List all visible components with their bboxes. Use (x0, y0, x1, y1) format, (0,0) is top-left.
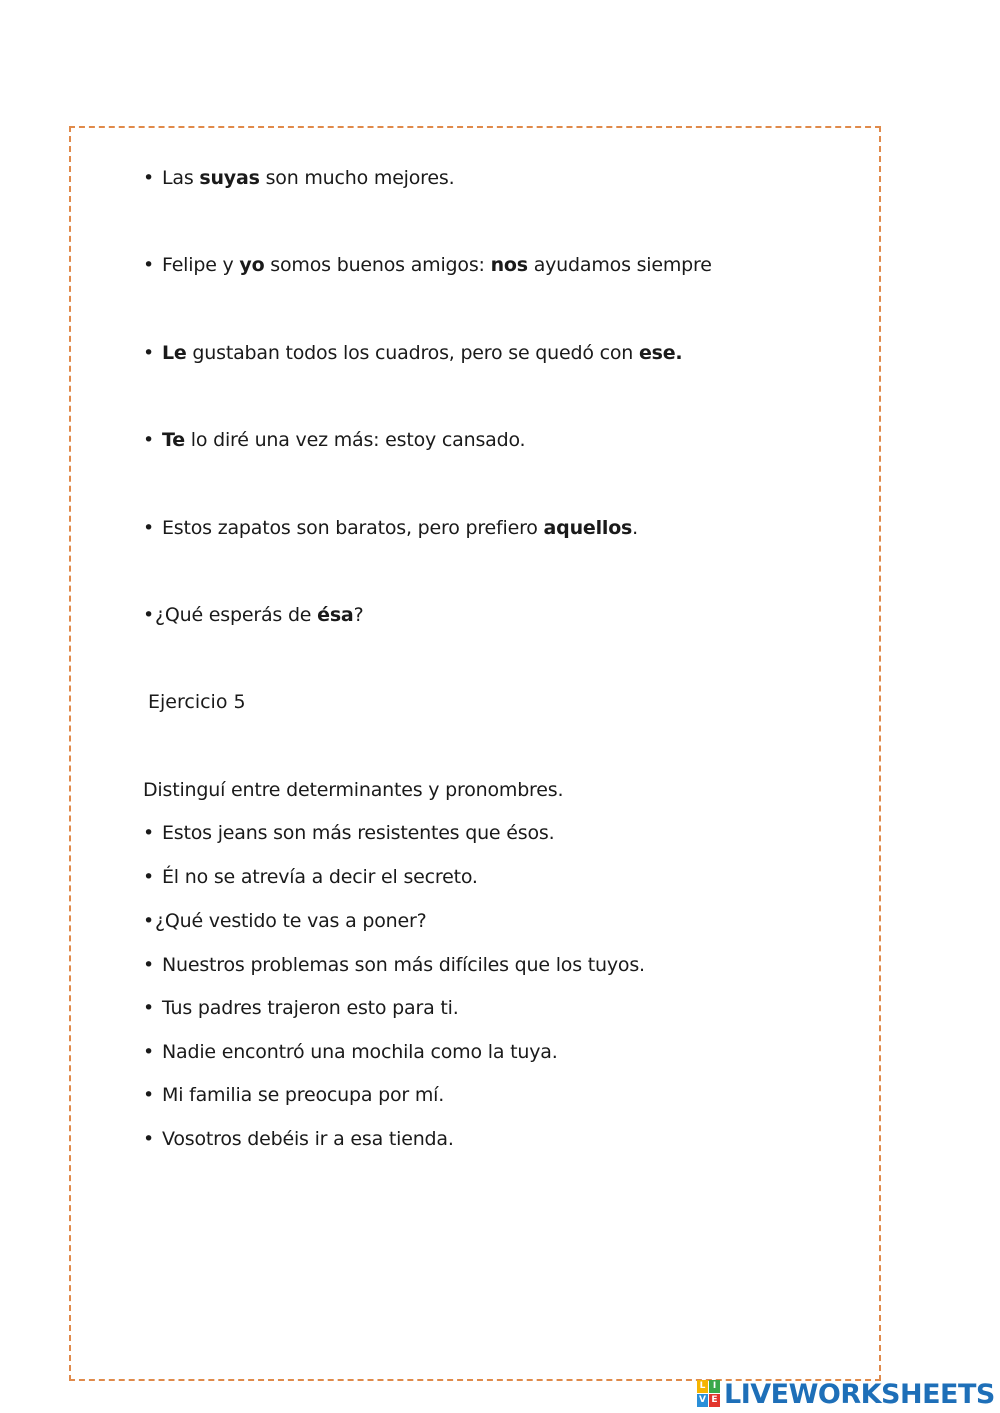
bullet: • (143, 997, 155, 1019)
text: Felipe y (162, 254, 240, 276)
text: lo diré una vez más: estoy cansado. (184, 429, 526, 451)
ex4-item-1 (143, 166, 454, 190)
ex5-item-5 (143, 996, 459, 1020)
bold-word: Le (162, 342, 187, 364)
bullet: • (143, 822, 155, 844)
bullet: • (143, 604, 155, 626)
ex5-item-4 (143, 953, 645, 977)
logo-square: E (709, 1394, 720, 1407)
bullet: • (143, 910, 155, 932)
bullet: • (143, 866, 155, 888)
text: son mucho mejores. (259, 167, 455, 189)
text: gustaban todos los cuadros, pero se quedó con (186, 342, 639, 364)
bullet: • (143, 254, 155, 276)
ex5-item-6 (143, 1040, 558, 1064)
bullet: • (143, 429, 155, 451)
text: somos buenos amigos: (264, 254, 491, 276)
bullet: • (143, 1128, 155, 1150)
logo-text: LIVEWORKSHEETS (724, 1378, 995, 1410)
bullet: • (143, 954, 155, 976)
text: Mi familia se preocupa por mí. (162, 1084, 445, 1106)
bold-word: ésa (317, 604, 354, 626)
text: ¿Qué esperás de (155, 604, 318, 626)
text: Las (162, 167, 200, 189)
logo-square: L (697, 1380, 708, 1393)
worksheet-frame (69, 126, 881, 1381)
bullet: • (143, 167, 155, 189)
ex5-item-2 (143, 865, 478, 889)
bold-word: suyas (199, 167, 260, 189)
text: Él no se atrevía a decir el secreto. (162, 866, 478, 888)
exercise-title: Ejercicio 5 (148, 691, 246, 713)
text: Nadie encontró una mochila como la tuya. (162, 1041, 558, 1063)
bold-word: Te (162, 429, 185, 451)
ex4-item-2 (143, 253, 712, 277)
ex5-item-8 (143, 1127, 454, 1151)
bold-word: nos (490, 254, 528, 276)
bullet: • (143, 1041, 155, 1063)
logo-squares-icon (697, 1380, 721, 1408)
text: Nuestros problemas son más difíciles que los tuyos. (162, 954, 645, 976)
ex5-item-3 (143, 909, 427, 933)
ex4-item-6 (143, 603, 363, 627)
ex4-item-5 (143, 516, 638, 540)
text: Vosotros debéis ir a esa tienda. (162, 1128, 454, 1150)
logo-square: I (709, 1380, 720, 1393)
text: ayudamos siempre (527, 254, 712, 276)
bullet: • (143, 342, 155, 364)
liveworksheets-logo[interactable] (697, 1379, 995, 1409)
ex4-item-3 (143, 341, 682, 365)
text: ¿Qué vestido te vas a poner? (155, 910, 427, 932)
bold-word: ese. (638, 342, 683, 364)
bold-word: aquellos (543, 517, 633, 539)
text: Estos zapatos son baratos, pero prefiero (162, 517, 544, 539)
ex5-item-7 (143, 1083, 444, 1107)
bullet: • (143, 517, 155, 539)
bullet: • (143, 1084, 155, 1106)
logo-square: V (697, 1394, 708, 1407)
ex4-item-4 (143, 428, 525, 452)
ex5-item-1 (143, 821, 554, 845)
text: . (632, 517, 639, 539)
text: ? (353, 604, 364, 626)
text: Estos jeans son más resistentes que ésos. (162, 822, 555, 844)
text: Tus padres trajeron esto para ti. (162, 997, 459, 1019)
exercise-instruction: Distinguí entre determinantes y pronombres. (143, 779, 564, 801)
bold-word: yo (239, 254, 265, 276)
